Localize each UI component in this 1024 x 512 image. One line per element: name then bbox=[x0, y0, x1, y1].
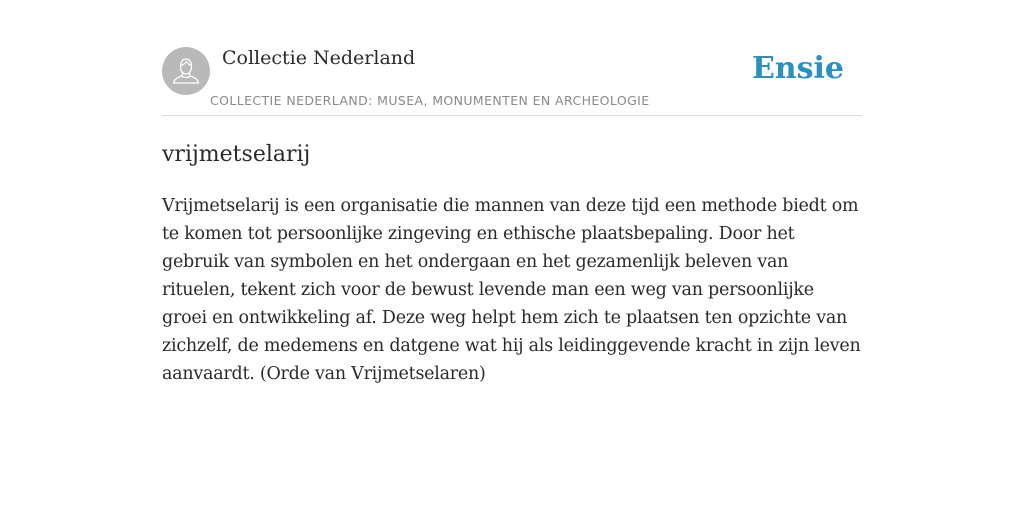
card-header bbox=[162, 0, 862, 116]
avatar[interactable] bbox=[162, 47, 210, 95]
brand-logo[interactable]: Ensie bbox=[751, 51, 844, 86]
user-icon bbox=[162, 47, 210, 95]
source-subtitle[interactable]: COLLECTIE NEDERLAND: MUSEA, MONUMENTEN EN ARCHEOLOGIE bbox=[210, 93, 650, 108]
author-name[interactable]: Collectie Nederland bbox=[222, 47, 416, 69]
entry-definition: Vrijmetselarij is een organisatie die mannen van deze tijd een methode biedt om te komen tot persoonlijke zingeving en ethische plaatsbepaling. Door het gebruik van symbolen en het ondergaan en het gezamenlijk beleven van rituelen, tekent zich voor de bewust levende man een weg van persoonlijke groei en ontwikkeling af. Deze weg helpt hem zich te plaatsen ten opzichte van zichzelf, de medemens en datgene wat hij als leidinggevende kracht in zijn leven aanvaardt. (Orde van Vrijmetselaren) bbox=[162, 196, 861, 384]
entry-term: vrijmetselarij bbox=[162, 142, 311, 167]
definition-card bbox=[162, 0, 862, 388]
